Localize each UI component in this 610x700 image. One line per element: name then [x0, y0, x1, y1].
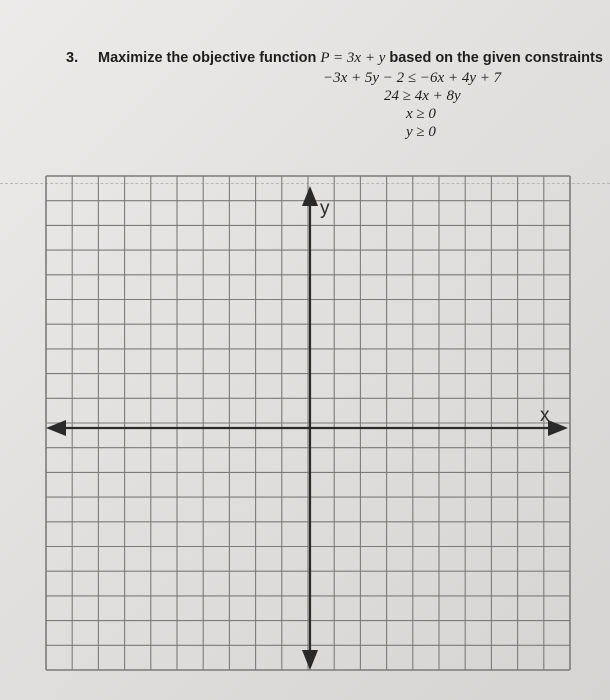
y-axis-down-arrow [302, 650, 318, 670]
constraint-3: x ≥ 0 [406, 106, 436, 122]
problem-text: Maximize the objective function [98, 50, 317, 66]
x-axis-right-arrow [548, 420, 568, 436]
problem-suffix: based on the given constraints [389, 50, 603, 66]
constraint-4: y ≥ 0 [406, 124, 436, 140]
problem-number: 3. [66, 50, 79, 66]
grid-lines [46, 176, 570, 670]
x-axis-label: x [540, 405, 550, 426]
constraint-2: 24 ≥ 4x + 8y [384, 88, 461, 104]
objective-function: P = 3x + y [320, 50, 386, 66]
y-axis-up-arrow [302, 186, 318, 206]
constraint-1: −3x + 5y − 2 ≤ −6x + 4y + 7 [323, 70, 502, 86]
y-axis-label: y [320, 198, 330, 219]
x-axis-left-arrow [46, 420, 66, 436]
